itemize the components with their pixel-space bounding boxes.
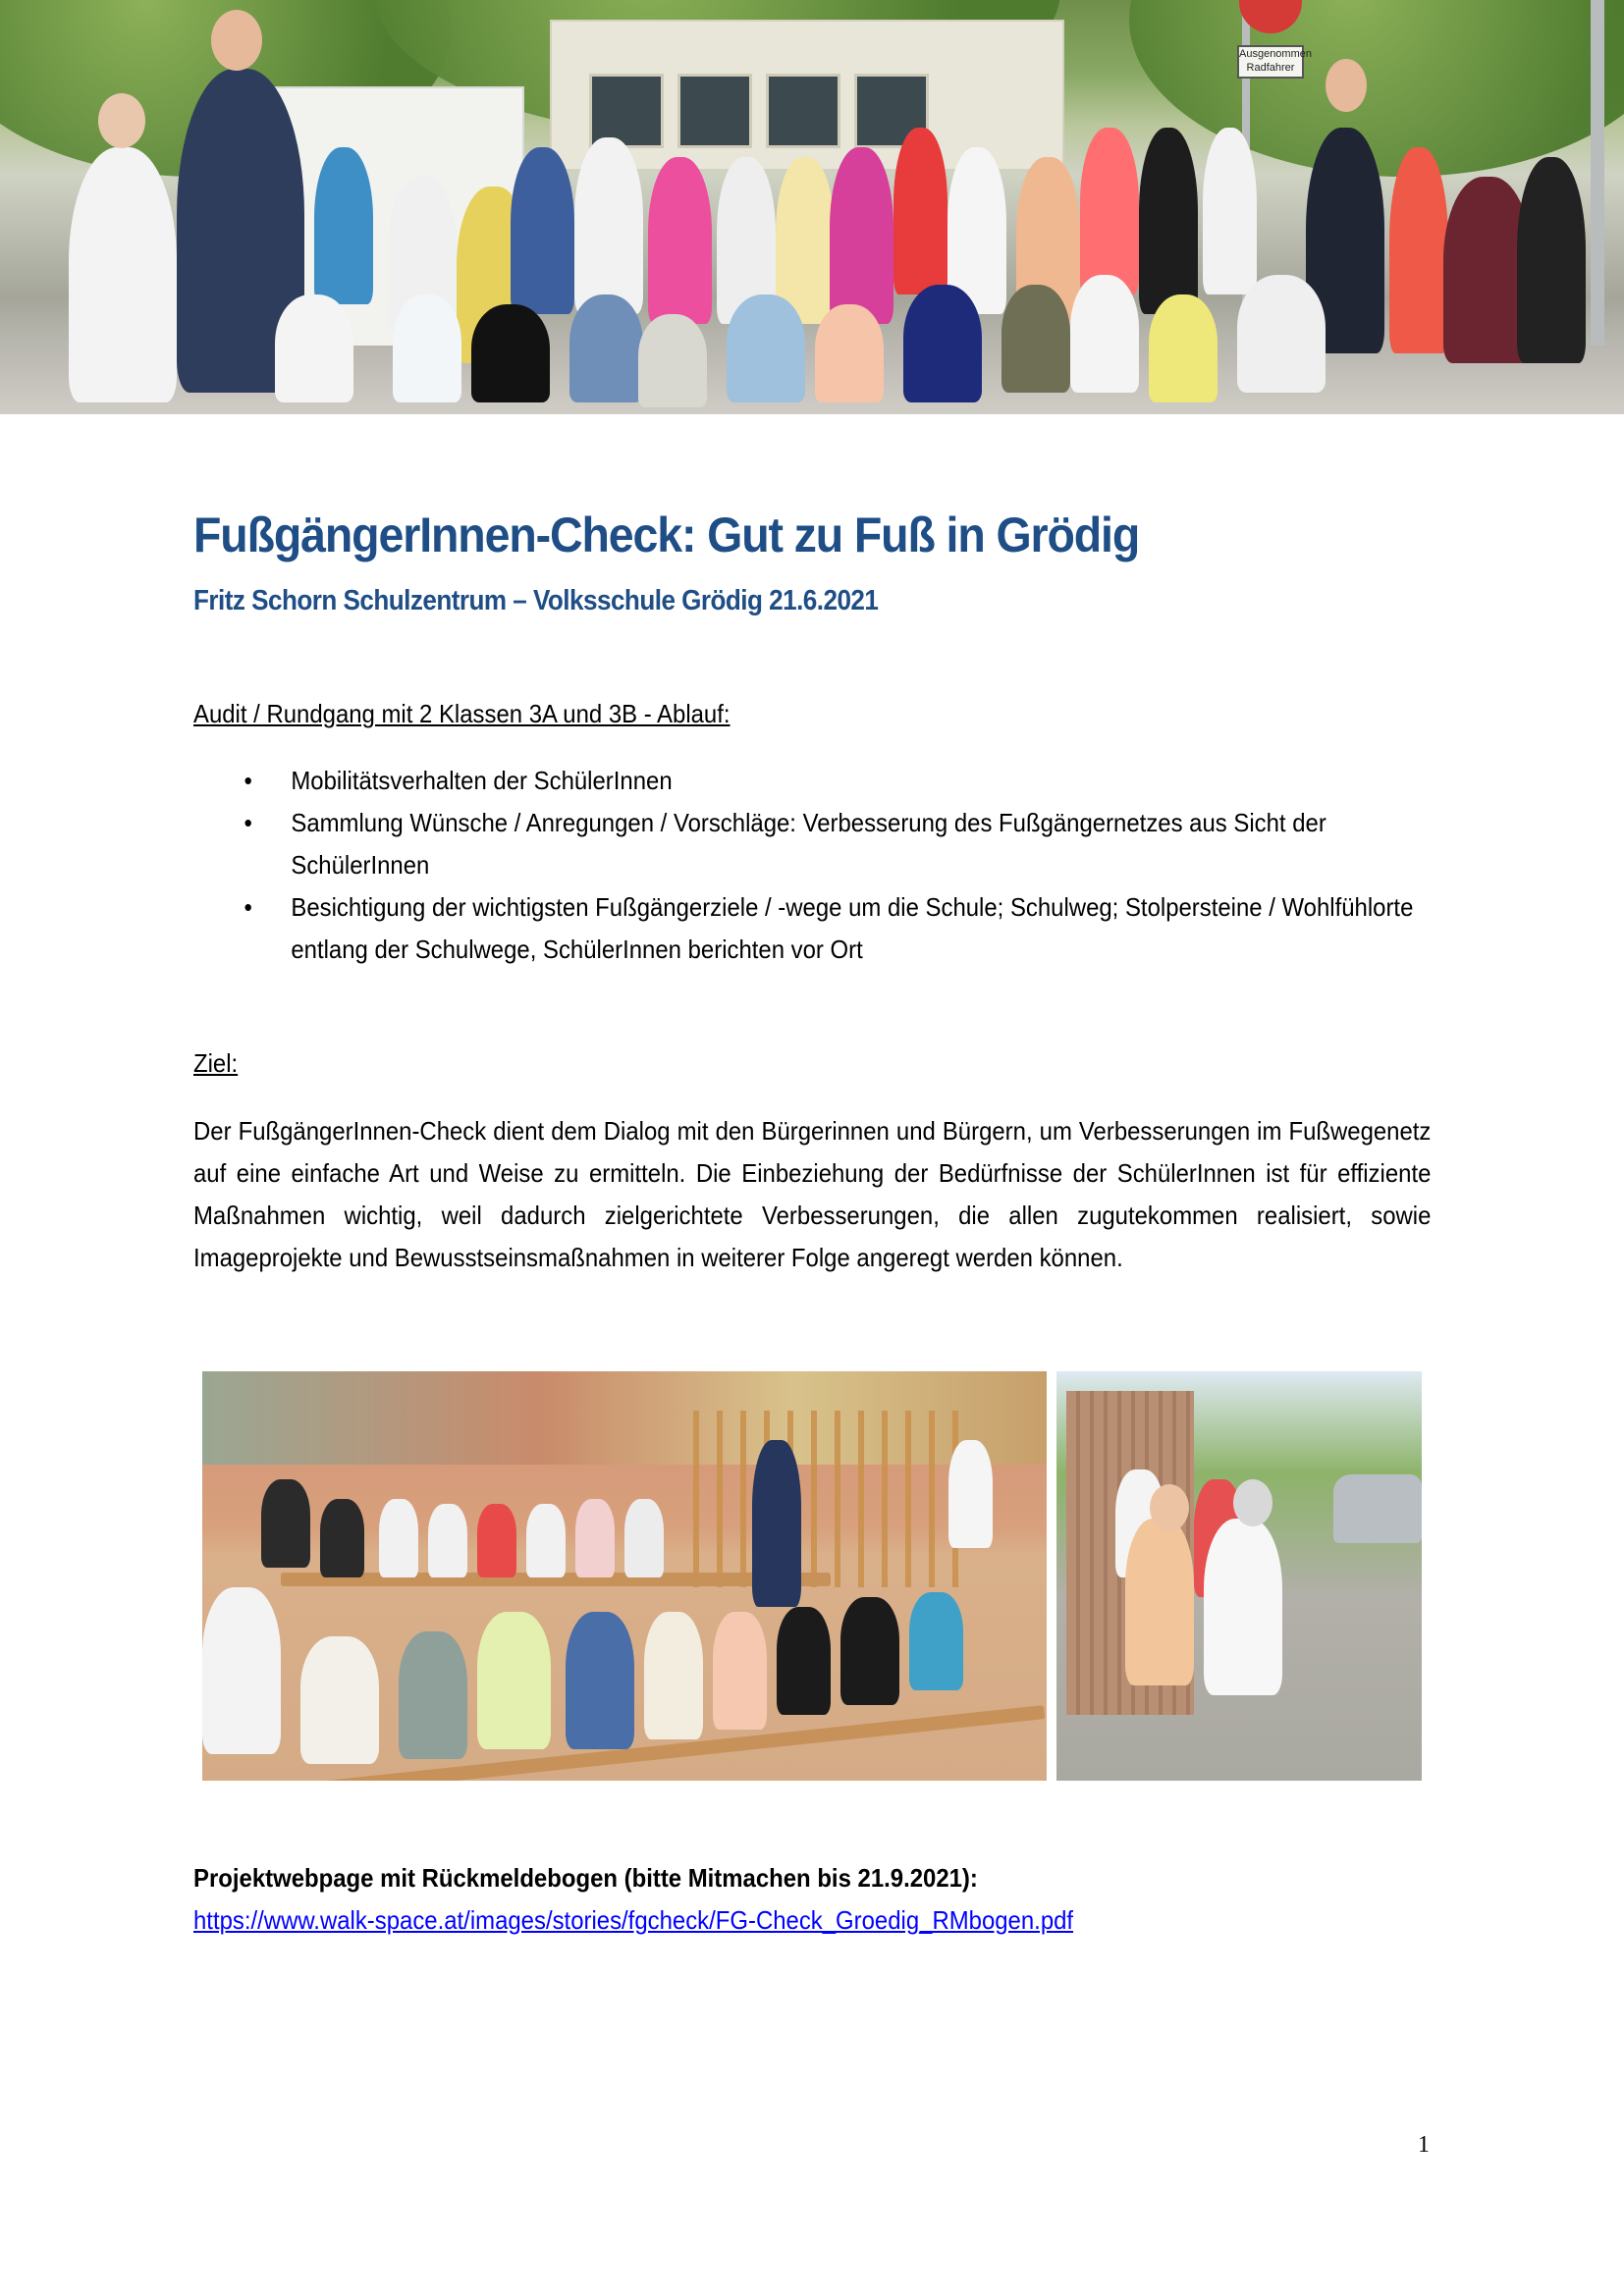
person — [830, 147, 893, 324]
audit-heading: Audit / Rundgang mit 2 Klassen 3A und 3B - Ablauf: — [193, 699, 731, 728]
person — [428, 1504, 467, 1577]
person — [1070, 275, 1139, 393]
goal-heading: Ziel: — [193, 1048, 239, 1078]
person-head — [98, 93, 145, 148]
person — [393, 294, 461, 402]
audit-bullet-list — [193, 760, 1431, 971]
person — [1204, 1519, 1282, 1695]
person — [471, 304, 550, 402]
person — [477, 1612, 551, 1749]
person — [300, 1636, 379, 1764]
building-window — [589, 74, 664, 148]
banner-group-photo — [0, 0, 1624, 414]
person — [1203, 128, 1257, 294]
list-item-text: Mobilitätsverhalten der SchülerInnen — [291, 766, 673, 795]
bullet-icon: • — [244, 766, 252, 795]
list-item-text: Sammlung Wünsche / Anregungen / Vorschläge: Verbesserung des Fußgängernetzes aus Sicht der SchülerInnen — [291, 808, 1326, 880]
list-item — [193, 886, 1431, 971]
person — [320, 1499, 364, 1577]
person — [379, 1499, 418, 1577]
tree-foliage — [1129, 0, 1624, 177]
person — [727, 294, 805, 402]
person-head — [1150, 1484, 1189, 1531]
person — [909, 1592, 963, 1690]
person — [1001, 285, 1070, 393]
person — [314, 147, 373, 304]
person-head — [1326, 59, 1367, 112]
person — [1517, 157, 1586, 363]
person — [903, 285, 982, 402]
presenter — [752, 1440, 801, 1607]
list-item — [193, 760, 1431, 802]
building-window — [766, 74, 840, 148]
person — [399, 1631, 467, 1759]
person — [624, 1499, 664, 1577]
person — [569, 294, 643, 402]
person — [840, 1597, 899, 1705]
person — [777, 1607, 831, 1715]
person — [69, 147, 177, 402]
flipchart — [948, 1440, 993, 1548]
person — [477, 1504, 516, 1577]
person — [575, 1499, 615, 1577]
feedback-form-link[interactable]: https://www.walk-space.at/images/stories/fgcheck/FG-Check_Groedig_RMbogen.pdf — [193, 1905, 1074, 1935]
project-heading: Projektwebpage mit Rückmeldebogen (bitte Mitmachen bis 21.9.2021): — [193, 1863, 978, 1893]
person — [893, 128, 947, 294]
person — [1237, 275, 1326, 393]
person-head — [211, 10, 262, 71]
building-window — [677, 74, 752, 148]
person — [1125, 1519, 1194, 1685]
page-number: 1 — [1418, 2132, 1430, 2158]
person — [1080, 128, 1139, 294]
sign-plate-text: Ausgenommen Radfahrer — [1237, 45, 1304, 79]
gym-workshop-photo — [202, 1371, 1047, 1781]
wall-bars — [693, 1411, 968, 1587]
person — [574, 137, 643, 314]
bullet-icon: • — [244, 808, 252, 837]
person — [638, 314, 707, 407]
person-head — [1233, 1479, 1272, 1526]
person — [1389, 147, 1448, 353]
person — [648, 157, 712, 324]
page-title: FußgängerInnen-Check: Gut zu Fuß in Grödig — [193, 507, 1140, 562]
person — [511, 147, 574, 314]
parked-car — [1333, 1474, 1422, 1543]
person — [275, 294, 353, 402]
page-subtitle: Fritz Schorn Schulzentrum – Volksschule Grödig 21.6.2021 — [193, 585, 879, 616]
person — [566, 1612, 634, 1749]
list-item — [193, 802, 1431, 886]
person — [526, 1504, 566, 1577]
list-item-text: Besichtigung der wichtigsten Fußgängerziele / -wege um die Schule; Schulweg; Stolpersteine / Wohlfühlorte entlang der Schulwege, SchülerInnen berichten vor Ort — [291, 892, 1414, 964]
person — [815, 304, 884, 402]
person — [1139, 128, 1198, 314]
person — [202, 1587, 281, 1754]
person — [261, 1479, 310, 1568]
person — [1149, 294, 1218, 402]
person — [644, 1612, 703, 1739]
person — [713, 1612, 767, 1730]
goal-paragraph: Der FußgängerInnen-Check dient dem Dialog mit den Bürgerinnen und Bürgern, um Verbesserungen im Fußwegenetz auf eine einfache Art und Weise zu ermitteln. Die Einbeziehung der Bedürfnisse der SchülerInnen ist für effiziente Maßnahmen wichtig, weil dadurch zielgerichtete Verbesserungen, die allen zugutekommen realisiert, sowie Imageprojekte und Bewusstseinsmaßnahmen in weiterer Folge angeregt werden können. — [193, 1116, 1432, 1272]
walking-pupils-photo — [1056, 1371, 1422, 1781]
bullet-icon: • — [244, 892, 252, 922]
